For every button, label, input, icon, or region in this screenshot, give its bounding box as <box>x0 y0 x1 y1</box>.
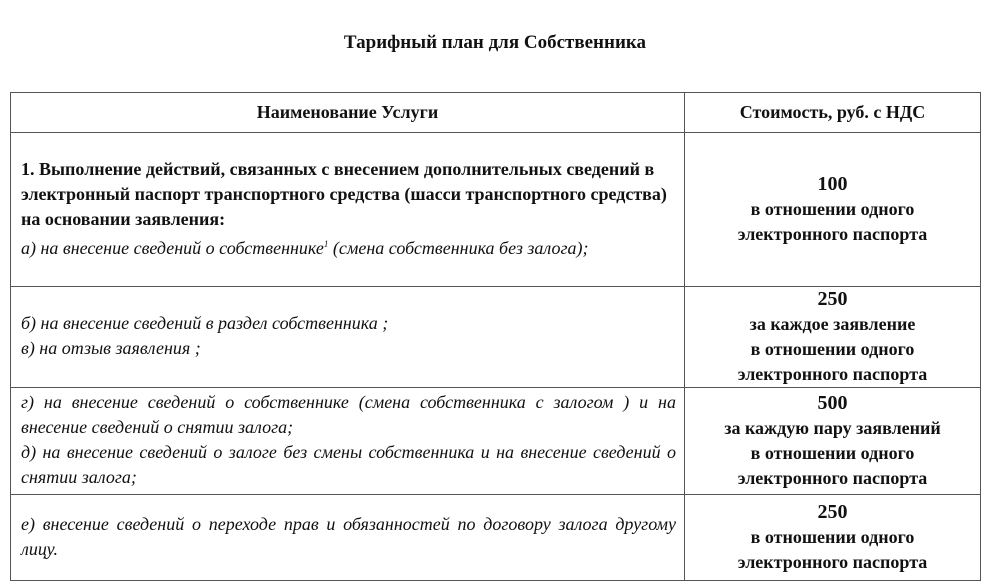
table-row <box>11 495 981 581</box>
price-note: электронного паспорта <box>737 364 928 384</box>
price-cell <box>685 495 981 581</box>
price-value: 100 <box>817 173 848 195</box>
price-note: в отношении одного <box>750 527 915 547</box>
service-item: г) на внесение сведений о собственнике (смена собственника с залогом ) и на внесение сведений о снятии залога; <box>21 392 676 437</box>
table-header-row <box>11 93 981 133</box>
service-item: б) на внесение сведений в раздел собственника ; <box>21 313 389 333</box>
price-note: за каждую пару заявлений <box>724 418 941 438</box>
page-title: Тарифный план для Собственника <box>343 32 647 53</box>
table-row <box>11 287 981 388</box>
price-note: в отношении одного <box>750 443 915 463</box>
price-value: 250 <box>817 501 848 523</box>
footnote-mark: 1 <box>323 238 329 249</box>
price-note: электронного паспорта <box>737 552 928 572</box>
service-cell <box>11 388 685 495</box>
price-note: за каждое заявление <box>749 314 916 334</box>
price-note: в отношении одного <box>750 199 915 219</box>
column-header-service: Наименование Услуги <box>11 93 685 133</box>
price-value: 500 <box>817 392 848 414</box>
price-value: 250 <box>817 288 848 310</box>
price-note: электронного паспорта <box>737 224 928 244</box>
column-header-price: Стоимость, руб. с НДС <box>685 93 981 133</box>
price-note: электронного паспорта <box>737 468 928 488</box>
price-cell <box>685 133 981 287</box>
service-item: в) на отзыв заявления ; <box>21 338 201 358</box>
tariff-table <box>10 92 981 581</box>
price-note: в отношении одного <box>750 339 915 359</box>
service-item: а) на внесение сведений о собственнике$^1$ (смена собственника без залога); <box>21 237 589 258</box>
service-cell <box>11 495 685 581</box>
service-cell <box>11 133 685 287</box>
price-cell <box>685 287 981 388</box>
service-heading: 1. Выполнение действий, связанных с внесением дополнительных сведений в электронный паспорт транспортного средства (шасси транспортного средства) на основании заявления: <box>21 158 667 229</box>
price-cell <box>685 388 981 495</box>
table-row <box>11 133 981 287</box>
service-item: д) на внесение сведений о залоге без смены собственника и на внесение сведений о снятии залога; <box>21 442 676 487</box>
service-cell <box>11 287 685 388</box>
service-item: е) внесение сведений о переходе прав и обязанностей по договору залога другому лицу. <box>21 513 676 559</box>
table-row <box>11 388 981 495</box>
